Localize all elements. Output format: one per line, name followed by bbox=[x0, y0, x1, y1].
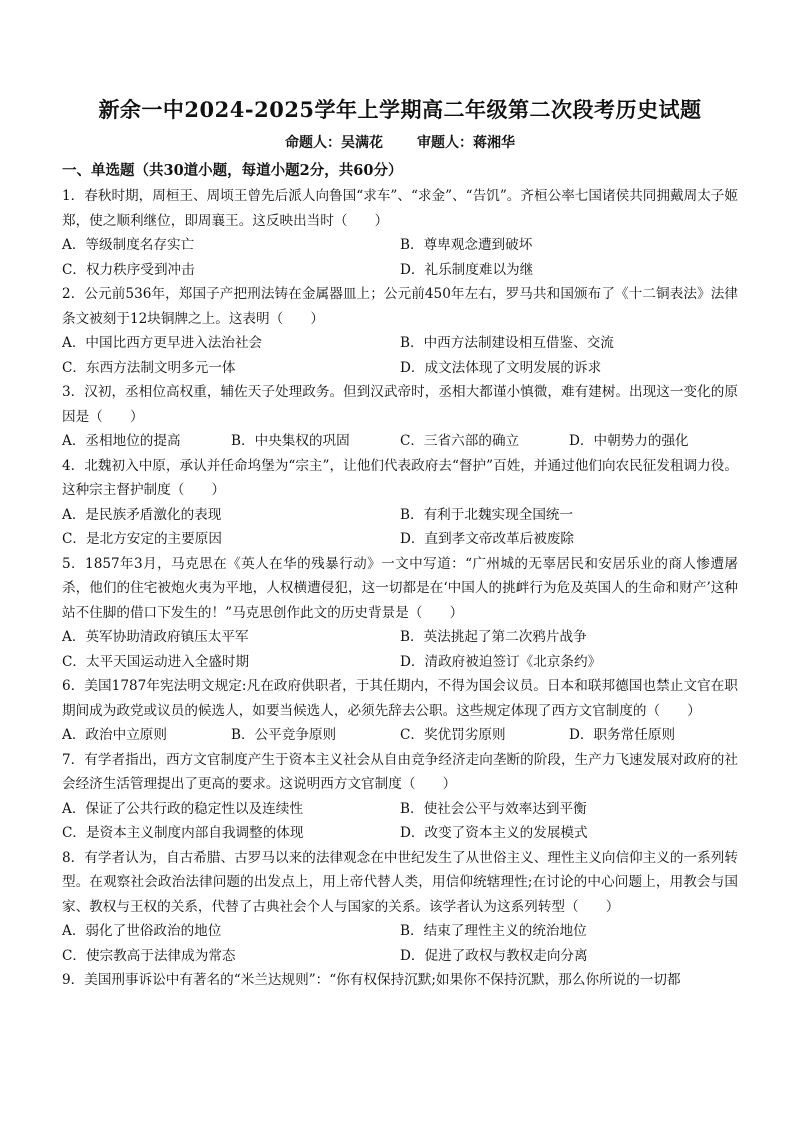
option-a: A．等级制度名存实亡 bbox=[62, 237, 195, 253]
question-5 bbox=[62, 552, 738, 675]
author-line bbox=[62, 132, 738, 152]
question-options bbox=[62, 503, 738, 552]
question-text: 4．北魏初入中原，承认并任命坞堡为“宗主”，让他们代表政府去“督护”百姓，并通过他们向农民征发租调力役。这种宗主督护制度（ ） bbox=[62, 457, 738, 498]
question-text: 3．汉初，丞相位高权重，辅佐天子处理政务。但到汉武帝时，丞相大都谨小慎微，难有建树。出现这一变化的原因是（ ） bbox=[62, 384, 738, 425]
question-4 bbox=[62, 454, 738, 552]
section-heading: 一、单选题（共30道小题，每道小题2分，共60分） bbox=[62, 162, 403, 179]
question-3 bbox=[62, 380, 738, 454]
question-text: 8．有学者认为，自古希腊、古罗马以来的法律观念在中世纪发生了从世俗主义、理性主义向信仰主义的一系列转型。在观察社会政治法律问题的出发点上，用上帝代替人类，用信仰统辖理性;在讨论的中心问题上，用教会与国家、教权与王权的关系，代替了古典社会个人与国家的关系。该学者认为这系列转型（ ） bbox=[62, 849, 738, 915]
option-c: C．太平天国运动进入全盛时期 bbox=[62, 653, 250, 670]
option-a: A．是民族矛盾激化的表现 bbox=[62, 506, 222, 523]
option-a: A．中国比西方更早进入法治社会 bbox=[62, 335, 263, 351]
question-8 bbox=[62, 846, 738, 969]
question-options bbox=[62, 797, 738, 846]
option-b: B．尊卑观念遭到破坏 bbox=[400, 237, 533, 253]
question-options bbox=[62, 331, 738, 380]
option-a: A．丞相地位的提高 bbox=[62, 433, 181, 449]
question-options bbox=[62, 625, 738, 674]
question-reviewer: 审题人：蒋湘华 bbox=[417, 135, 515, 151]
option-b: B．使社会公平与效率达到平衡 bbox=[400, 800, 587, 817]
question-6 bbox=[62, 674, 738, 748]
option-d: D．礼乐制度难以为继 bbox=[400, 261, 534, 278]
question-text: 7．有学者指出，西方文官制度产生于资本主义社会从自由竞争经济走向垄断的阶段，生产力飞速发展对政府的社会经济生活管理提出了更高的要求。这说明西方文官制度（ ） bbox=[62, 751, 738, 792]
question-9 bbox=[62, 968, 738, 993]
option-a: A．保证了公共行政的稳定性以及连续性 bbox=[62, 800, 303, 817]
option-b: B．中央集权的巩固 bbox=[231, 433, 350, 449]
option-d: D．促进了政权与教权走向分离 bbox=[400, 947, 588, 964]
question-text: 1．春秋时期，周桓王、周顷王曾先后派人向鲁国“求车”、“求金”、“告饥”。齐桓公率七国诸侯共同拥戴周太子姬郑，使之顺利继位，即周襄王。这反映出当时（ ） bbox=[62, 188, 738, 229]
question-options bbox=[62, 723, 738, 748]
option-a: A．弱化了世俗政治的地位 bbox=[62, 923, 222, 939]
question-setter: 命题人：吴满花 bbox=[285, 135, 383, 151]
option-d: D．中朝势力的强化 bbox=[569, 433, 689, 449]
question-text: 6．美国1787年宪法明文规定:凡在政府供职者，于其任期内，不得为国会议员。日本和联邦德国也禁止文官在职期间成为政党或议员的候选人，如要当候选人，必须先辞去公职。这些规定体现了西方文官制度的（ ） bbox=[62, 678, 738, 719]
question-options bbox=[62, 429, 738, 454]
option-b: B．结束了理性主义的统治地位 bbox=[400, 923, 587, 939]
question-text: 9．美国刑事诉讼中有著名的“米兰达规则”：“你有权保持沉默;如果你不保持沉默，那么你所说的一切都 bbox=[62, 972, 681, 988]
option-c: C．是北方安定的主要原因 bbox=[62, 531, 222, 547]
option-c: C．是资本主义制度内部自我调整的体现 bbox=[62, 825, 304, 841]
question-2 bbox=[62, 282, 738, 380]
option-b: B．公平竞争原则 bbox=[231, 727, 337, 743]
question-text: 5．1857年3月，马克思在《英人在华的残暴行动》一文中写道：“广州城的无辜居民和安居乐业的商人惨遭屠杀，他们的住宅被炮火夷为平地，人权横遭侵犯，这一切都是在‘中国人的挑衅行为危及英国人的生命和财产’这种站不住脚的借口下发生的！”马克思创作此文的历史背景是（ ） bbox=[62, 555, 738, 621]
question-7 bbox=[62, 748, 738, 846]
option-d: D．成文法体现了文明发展的诉求 bbox=[400, 359, 602, 376]
option-c: C．东西方法制文明多元一体 bbox=[62, 359, 236, 376]
option-d: D．清政府被迫签订《北京条约》 bbox=[400, 653, 602, 670]
option-b: B．英法挑起了第二次鸦片战争 bbox=[400, 629, 587, 645]
option-c: C．使宗教高于法律成为常态 bbox=[62, 947, 236, 964]
option-d: D．职务常任原则 bbox=[569, 727, 676, 743]
option-c: C．权力秩序受到冲击 bbox=[62, 261, 195, 278]
option-d: D．改变了资本主义的发展模式 bbox=[400, 825, 588, 841]
exam-title: 新余一中2024-2025学年上学期高二年级第二次段考历史试题 bbox=[98, 97, 702, 122]
option-a: A．政治中立原则 bbox=[62, 727, 167, 743]
option-c: C．奖优罚劣原则 bbox=[400, 727, 506, 743]
question-text: 2．公元前536年，郑国子产把刑法铸在金属器皿上；公元前450年左右，罗马共和国颁布了《十二铜表法》法律条文被刻于12块铜牌之上。这表明（ ） bbox=[62, 286, 738, 327]
question-1 bbox=[62, 184, 738, 282]
option-b: B．中西方法制建设相互借鉴、交流 bbox=[400, 335, 614, 351]
option-c: C．三省六部的确立 bbox=[400, 433, 520, 449]
option-d: D．直到孝文帝改革后被废除 bbox=[400, 531, 575, 547]
question-options bbox=[62, 233, 738, 282]
question-options bbox=[62, 919, 738, 968]
option-a: A．英军协助清政府镇压太平军 bbox=[62, 629, 249, 645]
option-b: B．有利于北魏实现全国统一 bbox=[400, 506, 574, 523]
